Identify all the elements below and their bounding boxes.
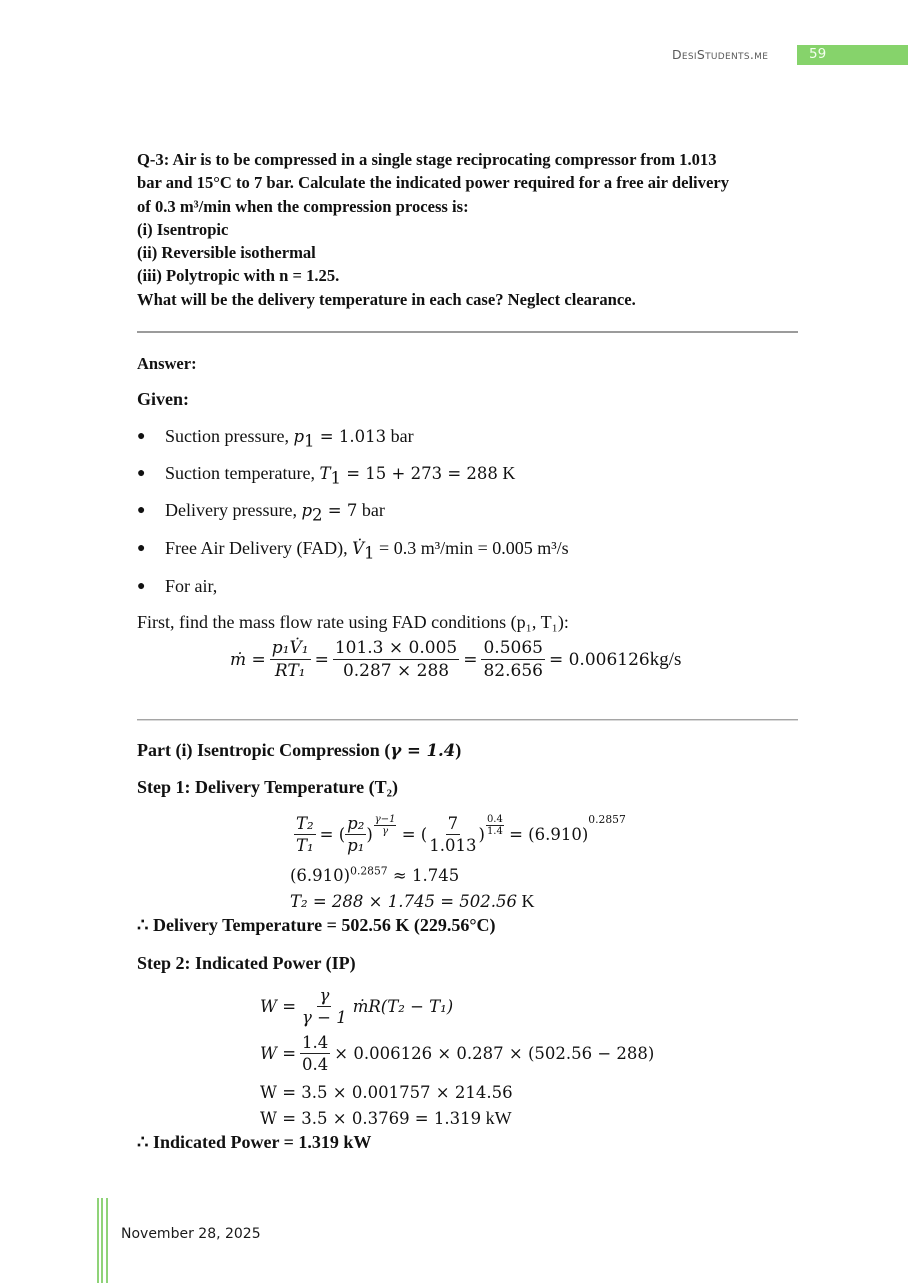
- fraction-denominator: T₁: [296, 836, 314, 855]
- given-item: [137, 538, 569, 563]
- fraction-denominator: 82.656: [483, 661, 543, 681]
- given-symbol: V̇: [352, 539, 365, 558]
- eq-exponent: 0.2857: [350, 864, 388, 878]
- mass-flow-equation: ṁ = $\frac{\text{p₁V̇₁}}{\text{RT₁}}$ = $\frac{101.3 \times 0.005}{0.287 \times 288}$ = $\frac{0.5065}{82.656}$ = 0.006126 kg/s: [230, 638, 682, 681]
- fraction-numerator: 1.4: [302, 1033, 329, 1052]
- given-subscript: 1: [364, 543, 375, 563]
- given-subscript: 1: [330, 468, 341, 488]
- part-heading: [137, 740, 461, 761]
- footer-accent-line: [106, 1198, 108, 1283]
- answer-heading: Answer:: [137, 354, 197, 373]
- fraction: [300, 1033, 330, 1074]
- eq-unit: K: [517, 891, 535, 911]
- given-symbol: p: [301, 501, 313, 520]
- divider: [137, 719, 798, 720]
- exponent-fraction: [486, 814, 504, 837]
- fraction-numerator: 0.4: [486, 814, 503, 825]
- fraction: [333, 638, 459, 681]
- given-item: [137, 576, 217, 597]
- mass-flow-intro: First, find the mass flow rate using FAD conditions (p₁, T₁):: [137, 612, 569, 632]
- given-item: [137, 500, 385, 525]
- fraction-denominator: 0.4: [302, 1055, 329, 1074]
- eq-lhs: W =: [260, 1044, 297, 1063]
- given-expr: = 15 + 273 = 288: [340, 464, 498, 483]
- given-symbol: p: [293, 427, 305, 446]
- given-item: [137, 426, 414, 451]
- given-label: For air,: [165, 576, 218, 596]
- part-heading-text: Part (i) Isentropic Compression (: [137, 740, 391, 760]
- fraction-denominator: p₁: [347, 836, 365, 855]
- bullet-icon: ●: [137, 541, 146, 556]
- fraction: [300, 986, 349, 1027]
- fraction-numerator: 101.3 × 0.005: [334, 638, 458, 658]
- eq-lhs: W =: [260, 997, 297, 1016]
- fraction-denominator: 1.4: [486, 826, 503, 837]
- eq-base: (6.910): [290, 866, 351, 885]
- indicated-power-result: ∴ Indicated Power = 1.319 kW: [137, 1132, 372, 1152]
- part-heading-close: ): [455, 740, 462, 760]
- question-line: (i) Isentropic: [137, 219, 229, 239]
- divider: [137, 331, 798, 333]
- given-subscript: 2: [312, 505, 323, 525]
- question-block: [137, 148, 797, 311]
- question-line: of 0.3 m³/min when the compression process is:: [137, 196, 469, 216]
- bullet-icon: ●: [137, 579, 146, 594]
- bullet-icon: ●: [137, 429, 146, 444]
- given-expr: = 1.013: [314, 427, 387, 446]
- eq-unit: kg/s: [649, 648, 682, 670]
- given-unit: bar: [357, 500, 385, 520]
- eq-result: = (6.910): [509, 825, 589, 844]
- bullet-icon: ●: [137, 503, 146, 518]
- fraction-denominator: RT₁: [274, 661, 306, 681]
- fraction-numerator: p₁V̇₁: [271, 638, 309, 658]
- fraction: [270, 638, 311, 681]
- page-number: 59: [809, 46, 827, 62]
- eq-rhs: ṁR(T₂ − T₁): [352, 997, 454, 1016]
- question-line: bar and 15°C to 7 bar. Calculate the indicated power required for a free air delivery: [137, 173, 729, 193]
- fraction: [427, 814, 478, 855]
- exponent-fraction: [374, 814, 397, 837]
- work-formula-equation: [260, 986, 453, 1027]
- fraction-numerator: T₂: [296, 814, 314, 833]
- step-heading: Step 2: Indicated Power (IP): [137, 953, 356, 973]
- eq-body: W = 3.5 × 0.3769 = 1.319: [260, 1109, 482, 1128]
- work-step-equation: W = 3.5 × 0.001757 × 214.56: [260, 1083, 513, 1102]
- delivery-temperature-result: ∴ Delivery Temperature = 502.56 K (229.56°C): [137, 915, 496, 935]
- footer-accent-line: [101, 1198, 103, 1283]
- given-label: Free Air Delivery (FAD),: [165, 538, 353, 558]
- given-label: Delivery pressure,: [165, 500, 302, 520]
- approx-equation: [290, 866, 459, 885]
- given-unit: bar: [386, 426, 414, 446]
- fraction-numerator: p₂: [347, 814, 365, 833]
- fraction-denominator: 0.287 × 288: [342, 661, 450, 681]
- fraction: [345, 814, 366, 855]
- temperature-ratio-equation: $\frac{\text{T₂}}{\text{T₁}}$ = ( $\frac{\text{p₂}}{\text{p₁}}$ ) $\frac{\gamma-1}{\gamma}$ = ( $\frac{7}{1.013}$ ) $\frac{0.4}{1.4}$ = (6.910) 0.2857: [296, 813, 626, 855]
- step-heading: Step 1: Delivery Temperature (T₂): [137, 777, 399, 797]
- question-line: What will be the delivery temperature in each case? Neglect clearance.: [137, 289, 636, 309]
- site-name: DesiStudents.me: [672, 47, 769, 62]
- given-label: Suction temperature,: [165, 463, 320, 483]
- eq-rhs: ≈ 1.745: [387, 866, 460, 885]
- given-symbol: T: [319, 464, 331, 483]
- footer-accent-line: [97, 1198, 99, 1283]
- fraction: [294, 814, 316, 855]
- part-heading-math: γ = 1.4: [390, 741, 456, 760]
- given-unit: K: [497, 463, 516, 483]
- fraction-numerator: 0.5065: [483, 638, 543, 658]
- eq-body: T₂ = 288 × 1.745 = 502.56: [290, 892, 518, 911]
- fraction-denominator: γ − 1: [302, 1008, 347, 1027]
- given-expr: = 0.3 m³/min = 0.005 m³/s: [374, 538, 569, 558]
- eq-rhs: × 0.006126 × 0.287 × (502.56 − 288): [334, 1044, 655, 1063]
- question-line: (iii) Polytropic with n = 1.25.: [137, 266, 340, 286]
- question-line: (ii) Reversible isothermal: [137, 243, 316, 263]
- t2-equation: [290, 891, 535, 912]
- given-subscript: 1: [304, 431, 315, 451]
- given-item: [137, 463, 516, 488]
- fraction-denominator: γ: [382, 826, 389, 837]
- fraction-numerator: γ: [319, 986, 330, 1005]
- given-label: Suction pressure,: [165, 426, 294, 446]
- eq-lhs: ṁ =: [230, 649, 266, 670]
- fraction: [481, 638, 544, 681]
- given-heading: Given:: [137, 389, 189, 409]
- footer-date: November 28, 2025: [121, 1226, 261, 1242]
- eq-unit: kW: [481, 1108, 512, 1128]
- given-expr: = 7: [322, 501, 358, 520]
- fraction-numerator: 7: [447, 814, 459, 833]
- fraction-denominator: 1.013: [429, 836, 477, 855]
- work-substitution-equation: [260, 1033, 654, 1074]
- fraction-numerator: γ−1: [374, 814, 396, 825]
- question-line: Q-3: Air is to be compressed in a single stage reciprocating compressor from 1.013: [137, 150, 717, 169]
- bullet-icon: ●: [137, 466, 146, 481]
- work-result-equation: [260, 1108, 512, 1129]
- eq-result: = 0.006126: [548, 649, 650, 670]
